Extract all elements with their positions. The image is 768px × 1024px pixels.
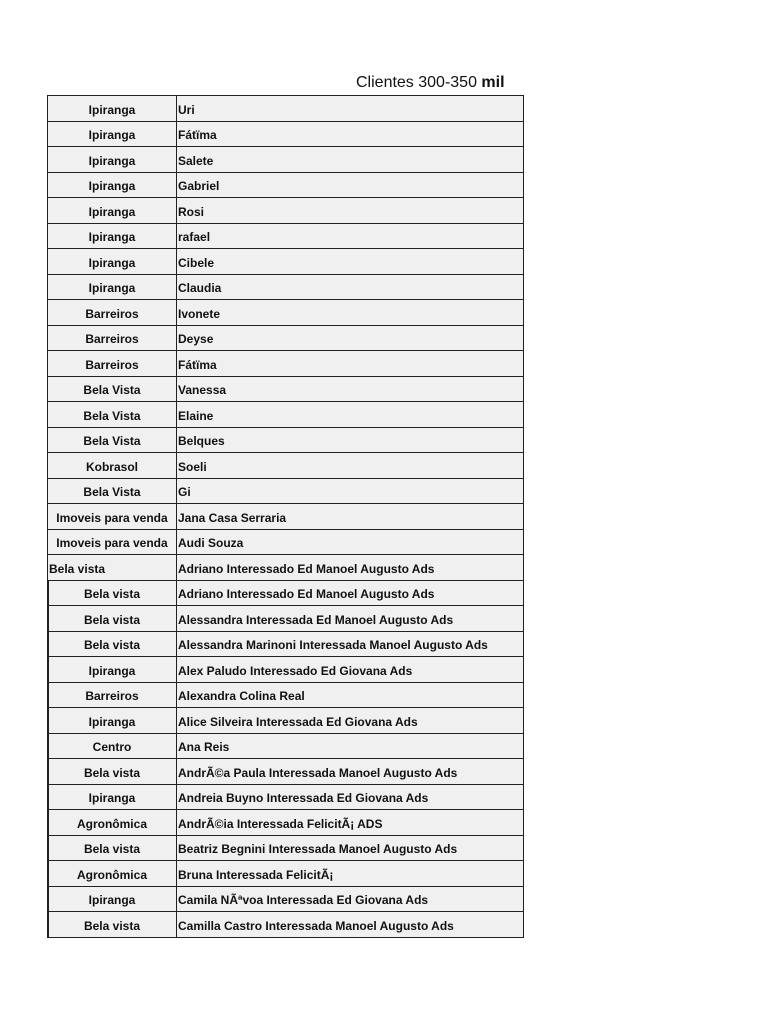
client-cell: Salete — [177, 147, 524, 173]
neighborhood-cell: Bela vista — [48, 555, 177, 581]
neighborhood-cell: Bela vista — [48, 632, 177, 658]
table-row — [48, 453, 524, 479]
client-cell: AndrÃ©a Paula Interessada Manoel Augusto Ads — [177, 759, 524, 785]
neighborhood-cell: Barreiros — [48, 326, 177, 352]
table-row — [48, 224, 524, 250]
client-cell: Adriano Interessado Ed Manoel Augusto Ads — [177, 581, 524, 607]
client-cell: Claudia — [177, 275, 524, 301]
table-row — [48, 861, 524, 887]
client-cell: rafael — [177, 224, 524, 250]
neighborhood-cell: Ipiranga — [48, 224, 177, 250]
neighborhood-cell: Bela vista — [48, 759, 177, 785]
client-cell: Alexandra Colina Real — [177, 683, 524, 709]
client-cell: Gi — [177, 479, 524, 505]
client-cell: Alessandra Interessada Ed Manoel Augusto Ads — [177, 606, 524, 632]
client-cell: Camila NÃªvoa Interessada Ed Giovana Ads — [177, 887, 524, 913]
client-cell: Alessandra Marinoni Interessada Manoel Augusto Ads — [177, 632, 524, 658]
table-row — [48, 555, 524, 581]
neighborhood-cell: Bela Vista — [48, 479, 177, 505]
table-row — [48, 504, 524, 530]
client-cell: Adriano Interessado Ed Manoel Augusto Ads — [177, 555, 524, 581]
table-row — [48, 428, 524, 454]
client-cell: Soeli — [177, 453, 524, 479]
client-cell: Ana Reis — [177, 734, 524, 760]
client-cell: Andreia Buyno Interessada Ed Giovana Ads — [177, 785, 524, 811]
table-row — [48, 708, 524, 734]
neighborhood-cell: Bela vista — [48, 606, 177, 632]
client-cell: Fátïma — [177, 122, 524, 148]
table-row — [48, 785, 524, 811]
neighborhood-cell: Ipiranga — [48, 785, 177, 811]
table-row — [48, 810, 524, 836]
client-cell: Gabriel — [177, 173, 524, 199]
client-cell: Elaine — [177, 402, 524, 428]
neighborhood-cell: Ipiranga — [48, 708, 177, 734]
title-text: Clientes 300-350 — [356, 74, 477, 91]
neighborhood-cell: Bela Vista — [48, 377, 177, 403]
table-row — [48, 734, 524, 760]
title-suffix: mil — [481, 74, 505, 91]
neighborhood-cell: Barreiros — [48, 351, 177, 377]
neighborhood-cell: Ipiranga — [48, 249, 177, 275]
neighborhood-cell: Bela vista — [48, 836, 177, 862]
sheet-title — [356, 74, 505, 92]
table-row — [48, 479, 524, 505]
neighborhood-cell: Ipiranga — [48, 657, 177, 683]
table-row — [48, 657, 524, 683]
table-row — [48, 173, 524, 199]
neighborhood-cell: Centro — [48, 734, 177, 760]
table-row — [48, 606, 524, 632]
neighborhood-cell: Ipiranga — [48, 887, 177, 913]
client-cell: Bruna Interessada FelicitÃ¡ — [177, 861, 524, 887]
neighborhood-cell: Ipiranga — [48, 122, 177, 148]
table-row — [48, 912, 524, 938]
client-cell: Rosi — [177, 198, 524, 224]
table-row — [48, 759, 524, 785]
client-cell: Ivonete — [177, 300, 524, 326]
neighborhood-cell: Ipiranga — [48, 275, 177, 301]
table-row — [48, 683, 524, 709]
neighborhood-cell: Barreiros — [48, 683, 177, 709]
neighborhood-cell: Agronômica — [48, 861, 177, 887]
neighborhood-cell: Ipiranga — [48, 198, 177, 224]
client-cell: Cibele — [177, 249, 524, 275]
neighborhood-cell: Bela vista — [48, 912, 177, 938]
neighborhood-cell: Kobrasol — [48, 453, 177, 479]
table-row — [48, 887, 524, 913]
table-row — [48, 147, 524, 173]
client-cell: Uri — [177, 96, 524, 122]
client-cell: Belques — [177, 428, 524, 454]
table-row — [48, 836, 524, 862]
neighborhood-cell: Ipiranga — [48, 173, 177, 199]
table-row — [48, 351, 524, 377]
table-row — [48, 300, 524, 326]
client-cell: Deyse — [177, 326, 524, 352]
neighborhood-cell: Barreiros — [48, 300, 177, 326]
table-row — [48, 632, 524, 658]
table-row — [48, 122, 524, 148]
client-cell: Audi Souza — [177, 530, 524, 556]
table-row — [48, 326, 524, 352]
client-cell: Camilla Castro Interessada Manoel Augusto Ads — [177, 912, 524, 938]
neighborhood-cell: Imoveis para venda — [48, 530, 177, 556]
client-cell: Fátïma — [177, 351, 524, 377]
neighborhood-cell: Ipiranga — [48, 96, 177, 122]
neighborhood-cell: Bela Vista — [48, 428, 177, 454]
table-row — [48, 249, 524, 275]
client-cell: Alex Paludo Interessado Ed Giovana Ads — [177, 657, 524, 683]
table-row — [48, 275, 524, 301]
table-row — [48, 377, 524, 403]
client-cell: Jana Casa Serraria — [177, 504, 524, 530]
table-row — [48, 581, 524, 607]
table-row — [48, 198, 524, 224]
client-cell: AndrÃ©ia Interessada FelicitÃ¡ ADS — [177, 810, 524, 836]
client-cell: Alice Silveira Interessada Ed Giovana Ads — [177, 708, 524, 734]
client-cell: Vanessa — [177, 377, 524, 403]
neighborhood-cell: Ipiranga — [48, 147, 177, 173]
table-row — [48, 530, 524, 556]
table-row — [48, 96, 524, 122]
neighborhood-cell: Agronômica — [48, 810, 177, 836]
clients-table — [47, 95, 524, 938]
neighborhood-cell: Bela vista — [48, 581, 177, 607]
neighborhood-cell: Imoveis para venda — [48, 504, 177, 530]
client-cell: Beatriz Begnini Interessada Manoel Augusto Ads — [177, 836, 524, 862]
table-row — [48, 402, 524, 428]
neighborhood-cell: Bela Vista — [48, 402, 177, 428]
